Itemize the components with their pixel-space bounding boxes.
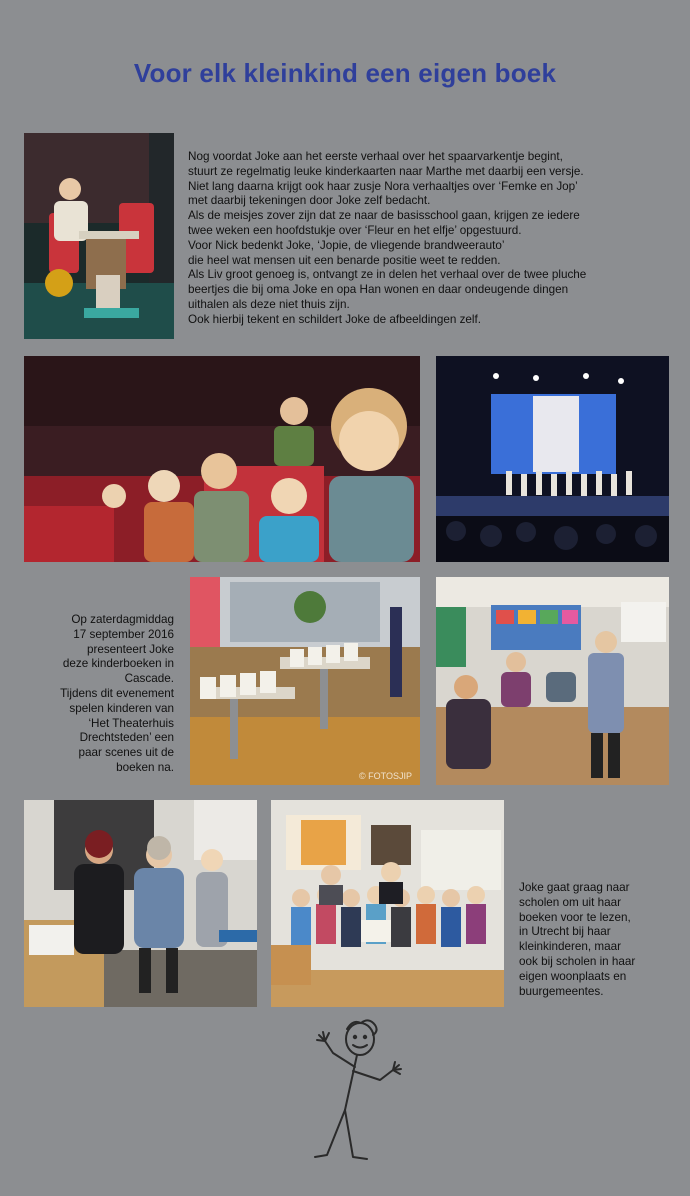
schools-text: [519, 881, 679, 999]
intro-line: Als de meisjes zover zijn dat ze naar de basisschool gaan, krijgen ze iedere: [188, 209, 580, 223]
intro-line: uithalen als deze niet thuis zijn.: [188, 297, 350, 311]
intro-line: Nog voordat Joke aan het eerste verhaal over het spaarvarkentje begint,: [188, 150, 563, 163]
event-line: Cascade.: [124, 672, 174, 686]
intro-line: Niet lang daarna krijgt ook haar zusje Nora verhaaltjes over ‘Femke en Jop’: [188, 179, 578, 193]
photo-class-group: [271, 800, 504, 1007]
schools-line: buurgemeentes.: [519, 984, 604, 998]
schools-line: eigen woonplaats en: [519, 969, 627, 983]
event-line: presenteert Joke: [86, 642, 174, 656]
event-line: Drechtsteden’ een: [79, 731, 174, 745]
event-line: Tijdens dit evenement: [60, 686, 174, 700]
event-line: ‘Het Theaterhuis: [88, 716, 174, 730]
event-text: [24, 613, 174, 776]
intro-line: Als Liv groot genoeg is, ontvangt ze in delen het verhaal over de twee pluche: [188, 268, 587, 282]
schools-line: ook bij scholen in haar: [519, 954, 636, 968]
intro-line: beertjes die bij oma Joke en opa Han wonen en daar ondeugende dingen: [188, 283, 569, 297]
page-title: Voor elk kleinkind een eigen boek: [133, 58, 557, 88]
event-line: 17 september 2016: [73, 627, 174, 641]
event-line: spelen kinderen van: [69, 701, 174, 715]
schools-line: kleinkinderen, maar: [519, 940, 621, 954]
event-line: paar scenes uit de: [78, 746, 174, 760]
intro-line: Ook hierbij tekent en schildert Joke de afbeeldingen zelf.: [188, 312, 482, 326]
event-line: deze kinderboeken in: [62, 657, 174, 671]
photo-book-display: [190, 577, 420, 785]
stick-figure-drawing: [285, 1015, 415, 1165]
photo-reading-to-children: [24, 800, 257, 1007]
intro-line: die heel wat mensen uit een benarde positie weet te redden.: [188, 253, 501, 267]
event-line: boeken na.: [116, 760, 174, 774]
schools-line: scholen om uit haar: [519, 895, 621, 909]
intro-line: twee weken een hoofdstukje over ‘Fleur en het elfje’ opgestuurd.: [188, 223, 522, 237]
photo-reading-on-stage: [24, 133, 174, 339]
intro-line: Voor Nick bedenkt Joke, ‘Jopie, de vliegende brandweerauto’: [188, 238, 505, 252]
schools-line: Joke gaat graag naar: [519, 881, 630, 894]
intro-line: stuurt ze regelmatig leuke kinderkaarten naar Marthe met daarbij een versje.: [188, 164, 584, 178]
photo-children-audience: [24, 356, 420, 562]
photo-watermark: © FOTOSJIP: [359, 771, 412, 781]
photo-classroom-reading: [436, 577, 669, 785]
intro-text: [188, 150, 668, 328]
intro-line: met daarbij tekeningen door Joke zelf bedacht.: [188, 194, 431, 208]
event-line: Op zaterdagmiddag: [71, 613, 174, 626]
photo-stage-performance: [436, 356, 669, 562]
schools-line: in Utrecht bij haar: [519, 925, 611, 939]
schools-line: boeken voor te lezen,: [519, 910, 631, 924]
